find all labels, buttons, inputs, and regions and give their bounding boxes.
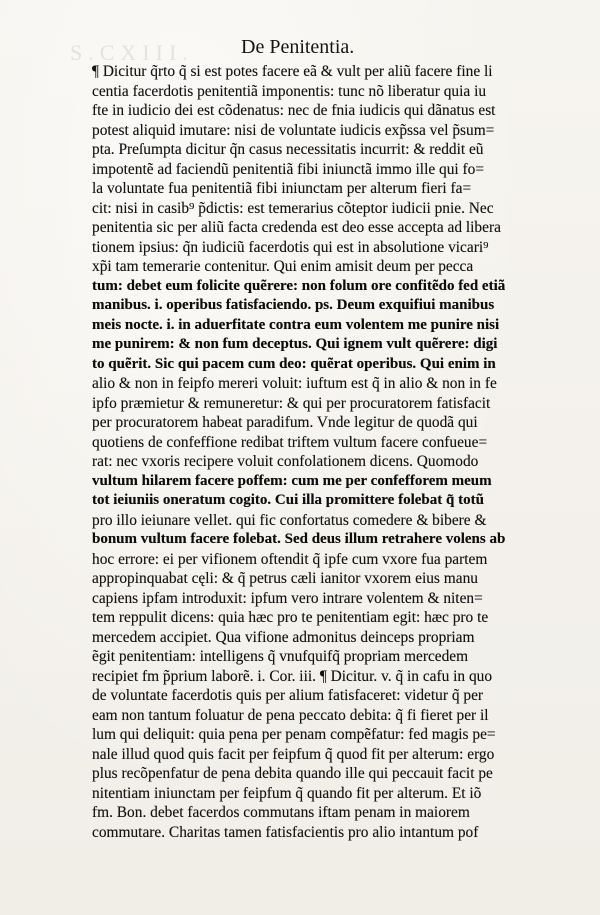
- text-line: eam non tantum foluatur de pena peccato debita: q̃ fi fieret per il: [92, 706, 489, 724]
- text-line: impotentẽ ad faciendũ penitentiã fibi iniunctã immo ille qui fo=: [92, 160, 485, 178]
- text-line: ẽgit penitentiam: intelligens q̃ vnufquifq̃ propriam mercedem: [92, 648, 469, 665]
- text-line: me punirem: & non fum deceptus. Qui ignem vult quẽrere: digi: [92, 336, 498, 352]
- text-line: mercedem accipiet. Qua vifione admonitus deinceps propriam: [92, 628, 475, 646]
- text-line: appropinquabat cęli: & q̃ petrus cæli ianitor vxorem eius manu: [92, 570, 478, 587]
- body-text: [92, 62, 562, 842]
- text-line: to quẽrit. Sic qui pacem cum deo: quẽrat operibus. Qui enim in: [92, 355, 496, 372]
- text-line: alio & non in feipfo mereri voluit: iuftum est q̃ in alio & non in fe: [92, 375, 497, 392]
- text-line: tot ieiuniis oneratum cogito. Cui illa promittere folebat q̃ totũ: [92, 492, 484, 508]
- text-line: ipfo præmietur & remuneretur: & qui per procuratorem fatisfacit: [92, 394, 491, 412]
- text-line: quotiens de confeffione redibat triftem vultum facere confueue=: [92, 433, 488, 451]
- text-line: fm. Bon. debet facerdos commutans iftam penam in maiorem: [92, 804, 470, 821]
- text-line: xp̃i tam temerarie contenitur. Qui enim amisit deum per pecca: [92, 258, 474, 275]
- text-line: rat: nec vxoris recipere voluit confolationem dicens. Quomodo: [92, 453, 479, 470]
- text-line: ¶ Dicitur q̃rto q̃ si est potes facere eã & vult per aliũ facere fine li: [92, 63, 493, 80]
- text-line: bonum vultum facere folebat. Sed deus illum retrahere volens ab: [92, 531, 506, 547]
- text-line: pta. Preſumpta dicitur q̃n casus necessitatis incurrit: & reddit eũ: [92, 141, 484, 158]
- text-line: tum: debet eum folicite quẽrere: non folum ore confitẽdo fed etiã: [92, 277, 506, 294]
- text-line: tem reppulit dicens: quia hæc pro te penitentiam egit: hæc pro te: [92, 609, 489, 626]
- text-line: manibus. i. operibus fatisfaciendo. ps. Deum exquifiui manibus: [92, 297, 495, 313]
- text-line: tionem ipsius: q̃n iudiciũ facerdotis qui est in absolutione vicari⁹: [92, 238, 489, 256]
- text-line: centia facerdotis penitentiã imponentis: tunc nõ liberatur quia iu: [92, 82, 487, 100]
- text-line: cit: nisi in casib⁹ p̃dictis: est temerarius cõteptor iudicii pnie. Nec: [92, 199, 494, 217]
- text-line: vultum hilarem facere poffem: cum me per confefforem meum: [92, 472, 492, 489]
- text-line: plus recõpenfatur de pena debita quando ille qui peccauit facit pe: [92, 765, 493, 782]
- text-line: pro illo ieiunare vellet. qui fic confortatus comedere & bibere &: [92, 511, 487, 529]
- bleed-through-text: S.CXIII.: [70, 40, 194, 65]
- text-line: penitentia sic per aliũ facta credenda est deo esse accepta ad libera: [92, 219, 501, 236]
- text-line: meis nocte. i. in aduerfitate contra eum volentem me punire nisi: [92, 316, 500, 333]
- text-line: fte in iudicio dei est cõdenatus: nec de fnia iudicis qui dãnatus est: [92, 102, 496, 119]
- text-line: per procuratorem habeat paradifum. Vnde legitur de quodã qui: [92, 414, 478, 431]
- text-line: commutare. Charitas tamen fatisfacientis pro alio intantum pof: [92, 823, 479, 841]
- running-head: De Penitentia.: [241, 36, 355, 58]
- text-line: nale illud quod quis facit per feipfum q̃ quod fit per alterum: ergo: [92, 745, 495, 763]
- text-line: recipiet fm p̃prium laborẽ. i. Cor. iii. ¶ Dicitur. v. q̃ in cafu in quo: [92, 667, 493, 685]
- text-line: potest aliquid imutare: nisi de voluntate iudicis exp̃ssa vel p̃sum=: [92, 121, 495, 139]
- text-line: hoc errore: ei per vifionem oftendit q̃ ipfe cum vxore fua partem: [92, 550, 488, 568]
- text-line: nitentiam iniunctam per feipfum q̃ quando fit per alterum. Et iõ: [92, 784, 482, 802]
- text-line: de voluntate facerdotis quis per alium fatisfaceret: videtur q̃ per: [92, 687, 484, 704]
- text-line: lum qui deliquit: quia pena per penam compẽfatur: fed magis pe=: [92, 726, 496, 743]
- text-line: la voluntate fua penitentiã fibi iniunctam per alterum fieri fa=: [92, 180, 472, 197]
- text-line: capiens ipfam introduxit: ipfum vero intrare volentem & niten=: [92, 589, 483, 607]
